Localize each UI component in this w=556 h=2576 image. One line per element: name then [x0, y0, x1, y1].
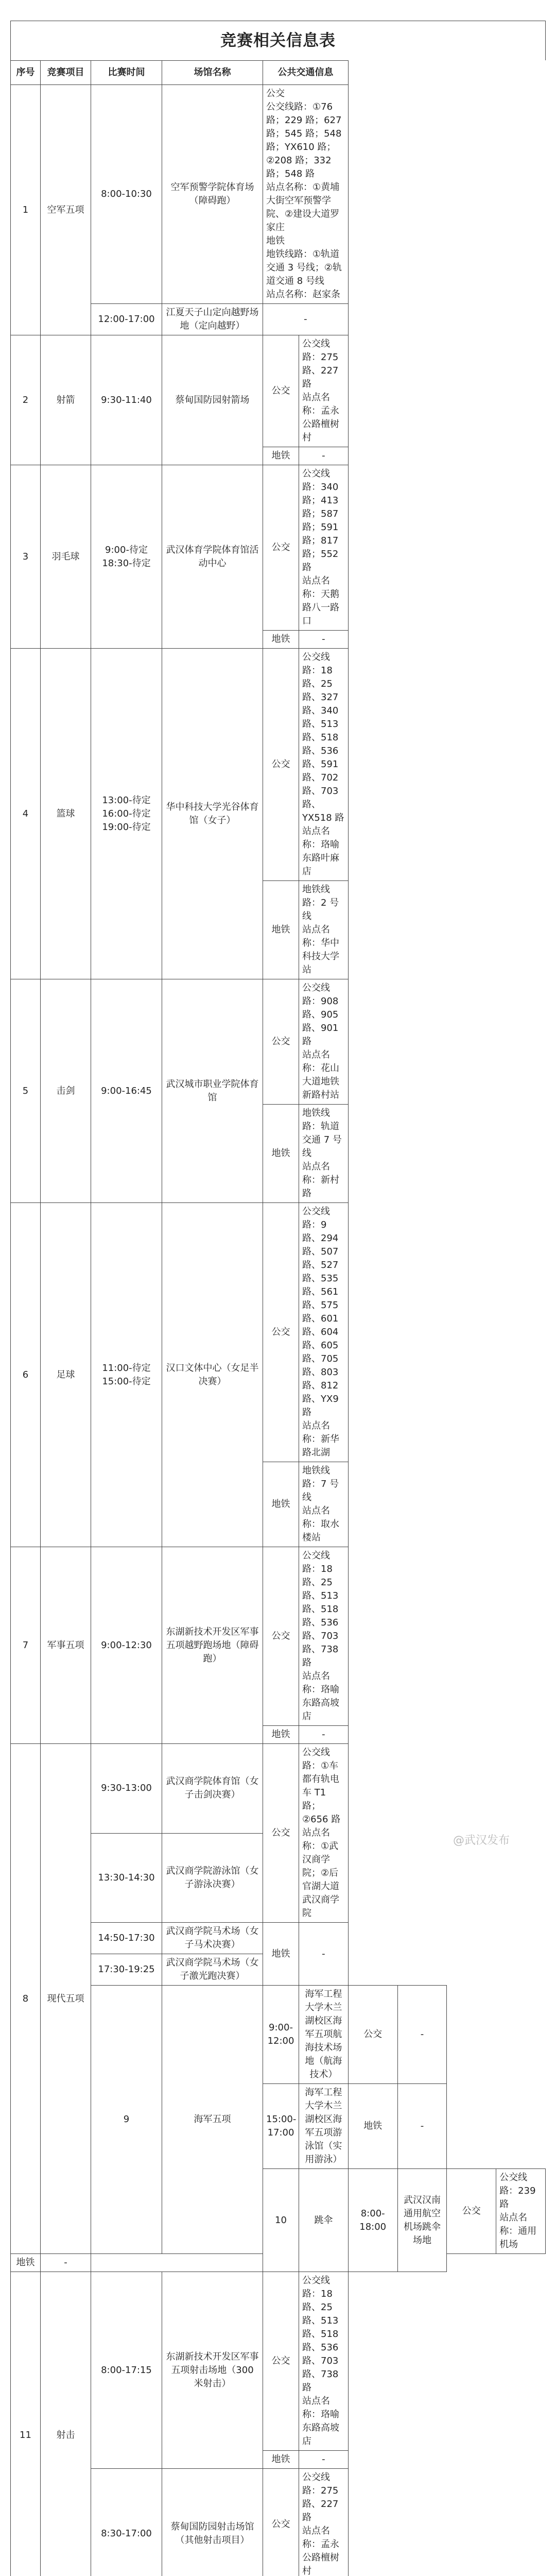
row-number: 6: [11, 1203, 41, 1547]
match-time: 13:30-14:30: [91, 1833, 162, 1923]
metro-info: 地铁线路：轨道交通 7 号线 站点名称：新村路: [299, 1105, 349, 1203]
metro-info: -: [299, 1923, 349, 1986]
venue-name: 海军工程大学木兰湖校区海军五项游泳馆（实用游泳）: [299, 2084, 349, 2169]
metro-info: -: [299, 1726, 349, 1744]
venue-name: 海军工程大学木兰湖校区海军五项航海技术场地（航海技术）: [299, 1986, 349, 2084]
venue-name: 江夏天子山定向越野场地（定向越野）: [162, 304, 263, 335]
match-time: 8:00-17:15: [91, 2272, 162, 2469]
table-row: [11, 1203, 546, 1462]
event-name: 空军五项: [41, 85, 91, 335]
row-number: 8: [11, 1744, 41, 2254]
venue-name: 蔡甸国防园射箭场: [162, 335, 263, 465]
bus-info: 公交线路：275 路、227 路 站点名称：孟永公路檀树村: [299, 2469, 349, 2576]
table-row: [11, 465, 546, 631]
match-time: 14:50-17:30: [91, 1923, 162, 1954]
venue-name: 武汉商学院马术场（女子马术决赛）: [162, 1923, 263, 1954]
bus-info: 公交线路：18 路、25 路、513 路、518 路、536 路、703 路、738 路 站点名称：珞喻东路高坡店: [299, 1547, 349, 1726]
bus-label: 公交: [263, 2469, 299, 2576]
metro-info: -: [299, 631, 349, 649]
metro-info: -: [299, 2451, 349, 2469]
table-row: [11, 1923, 546, 1954]
event-name: 现代五项: [41, 1744, 91, 2254]
metro-label: 地铁: [263, 631, 299, 649]
event-name: 足球: [41, 1203, 91, 1547]
table-header-row: [11, 61, 546, 85]
venue-name: 武汉汉南通用航空机场跳伞场地: [397, 2169, 447, 2272]
bus-info: 公交线路：①车都有轨电车 T1 路；②656 路 站点名称：①武汉商学院；②后官湖大道武汉商学院: [299, 1744, 349, 1923]
match-time: 9:00-12:00: [263, 1986, 299, 2084]
match-time: 9:30-11:40: [91, 335, 162, 465]
row-number: 11: [11, 2272, 41, 2576]
table-row: [11, 649, 546, 881]
event-name: 射击: [41, 2272, 91, 2576]
page-title: 竞赛相关信息表: [10, 21, 546, 60]
bus-info: -: [397, 1986, 447, 2084]
bus-info: 公交线路：18 路、25 路、327 路、340 路、513 路、518 路、536 路、591 路、702 路、703 路、YX518 路 站点名称：珞喻东路叶麻店: [299, 649, 349, 881]
match-time: 9:00-12:30: [91, 1547, 162, 1744]
event-name: 军事五项: [41, 1547, 91, 1744]
venue-name: 东湖新技术开发区军事五项射击场地（300 米射击）: [162, 2272, 263, 2469]
event-name: 篮球: [41, 649, 91, 979]
venue-name: 汉口文体中心（女足半决赛）: [162, 1203, 263, 1547]
venue-name: 武汉体育学院体育馆活动中心: [162, 465, 263, 649]
bus-label: 公交: [263, 1547, 299, 1726]
bus-info: 公交线路：239 路 站点名称：通用机场: [496, 2169, 546, 2254]
table-row: [11, 2469, 546, 2576]
match-time: 13:00-待定 16:00-待定 19:00-待定: [91, 649, 162, 979]
table-body: [11, 85, 546, 2576]
competition-table: [10, 60, 546, 2576]
match-time: 15:00-17:00: [263, 2084, 299, 2169]
header-transit: 公共交通信息: [263, 61, 349, 85]
bus-label: 公交: [263, 1203, 299, 1462]
venue-name: 武汉城市职业学院体育馆: [162, 979, 263, 1203]
bus-label: 公交: [263, 979, 299, 1105]
metro-info: 地铁线路：7 号线 站点名称：取水楼站: [299, 1462, 349, 1547]
bus-label: 公交: [263, 2272, 299, 2451]
match-time: 9:00-16:45: [91, 979, 162, 1203]
match-time: 8:00-18:00: [348, 2169, 397, 2272]
table-row: [11, 2272, 546, 2451]
metro-label: 地铁: [263, 1726, 299, 1744]
venue-name: 华中科技大学光谷体育馆（女子）: [162, 649, 263, 979]
venue-name: 蔡甸国防园射击场馆（其他射击项目）: [162, 2469, 263, 2576]
match-time: 9:30-13:00: [91, 1744, 162, 1834]
bus-label: 公交: [263, 465, 299, 631]
venue-name: 武汉商学院马术场（女子激光跑决赛）: [162, 1954, 263, 1986]
bus-label: 公交: [348, 1986, 397, 2084]
row-number: 7: [11, 1547, 41, 1744]
match-time: 11:00-待定 15:00-待定: [91, 1203, 162, 1547]
bus-label: 公交: [263, 649, 299, 881]
table-row: [11, 335, 546, 447]
metro-info: 地铁线路：2 号线 站点名称：华中科技大学站: [299, 881, 349, 979]
bus-label: 公交: [447, 2169, 496, 2254]
row-number: 9: [91, 1986, 162, 2254]
event-name: 海军五项: [162, 1986, 263, 2254]
row-number: 2: [11, 335, 41, 465]
metro-label: 地铁: [263, 2451, 299, 2469]
watermark-logo: @武汉发布: [453, 1832, 510, 1848]
row-number: 3: [11, 465, 41, 649]
bus-info: 公交线路：908 路、905 路、901 路 站点名称：花山大道地铁新路村站: [299, 979, 349, 1105]
header-no: 序号: [11, 61, 41, 85]
match-time: 8:00-10:30: [91, 85, 162, 304]
row-number: 10: [263, 2169, 299, 2272]
event-name: 射箭: [41, 335, 91, 465]
document: [10, 0, 546, 2576]
bus-info: 公交线路：340 路；413 路；587 路；591 路；817 路；552 路 站点名称：天鹅路八一路口: [299, 465, 349, 631]
event-name: 羽毛球: [41, 465, 91, 649]
metro-label: 地铁: [263, 1923, 299, 1986]
metro-label: 地铁: [263, 1462, 299, 1547]
event-name: 跳伞: [299, 2169, 349, 2272]
table-row: [11, 85, 546, 304]
metro-label: 地铁: [263, 1105, 299, 1203]
match-time: 17:30-19:25: [91, 1954, 162, 1986]
table-row: [11, 1986, 546, 2084]
match-time: 9:00-待定 18:30-待定: [91, 465, 162, 649]
event-name: 击剑: [41, 979, 91, 1203]
header-time: 比赛时间: [91, 61, 162, 85]
table-row: [11, 304, 546, 335]
bus-info: 公交线路：9 路、294 路、507 路、527 路、535 路、561 路、575 路、601 路、604 路、605 路、705 路、803 路、812 路、YX9 路 站点名称：新华路北湖: [299, 1203, 349, 1462]
venue-name: 武汉商学院游泳馆（女子游泳决赛）: [162, 1833, 263, 1923]
metro-label: 地铁: [348, 2084, 397, 2169]
row-number: 5: [11, 979, 41, 1203]
header-venue: 场馆名称: [162, 61, 263, 85]
table-row: [11, 1547, 546, 1726]
venue-name: 武汉商学院体育馆（女子击剑决赛）: [162, 1744, 263, 1834]
bus-info: 公交线路：18 路、25 路、513 路、518 路、536 路、703 路、738 路 站点名称：珞喻东路高坡店: [299, 2272, 349, 2451]
match-time: 8:30-17:00: [91, 2469, 162, 2576]
transit-info: 公交 公交线路：①76 路；229 路；627 路；545 路；548 路；YX610 路；②208 路；332 路；548 路 站点名称：①黄埔大街空军预警学院、②建设大道罗家庄 地铁 地铁线路：①轨道交通 3 号线；②轨道交通 8 号线 站点名称：赵家条: [263, 85, 349, 304]
bus-info: 公交线路：275 路、227 路 站点名称：孟永公路檀树村: [299, 335, 349, 447]
venue-name: 空军预警学院体育场（障碍跑）: [162, 85, 263, 304]
bus-label: 公交: [263, 335, 299, 447]
metro-info: -: [299, 447, 349, 465]
metro-label: 地铁: [263, 881, 299, 979]
row-number: 4: [11, 649, 41, 979]
metro-info: -: [41, 2254, 91, 2272]
bus-label: 公交: [263, 1744, 299, 1923]
transit-info: -: [263, 304, 349, 335]
header-event: 竞赛项目: [41, 61, 91, 85]
metro-label: 地铁: [263, 447, 299, 465]
table-row: [11, 1744, 546, 1834]
venue-name: 东湖新技术开发区军事五项越野跑场地（障碍跑）: [162, 1547, 263, 1744]
metro-label: 地铁: [11, 2254, 41, 2272]
row-number: 1: [11, 85, 41, 335]
match-time: 12:00-17:00: [91, 304, 162, 335]
table-row: [11, 979, 546, 1105]
metro-info: -: [397, 2084, 447, 2169]
